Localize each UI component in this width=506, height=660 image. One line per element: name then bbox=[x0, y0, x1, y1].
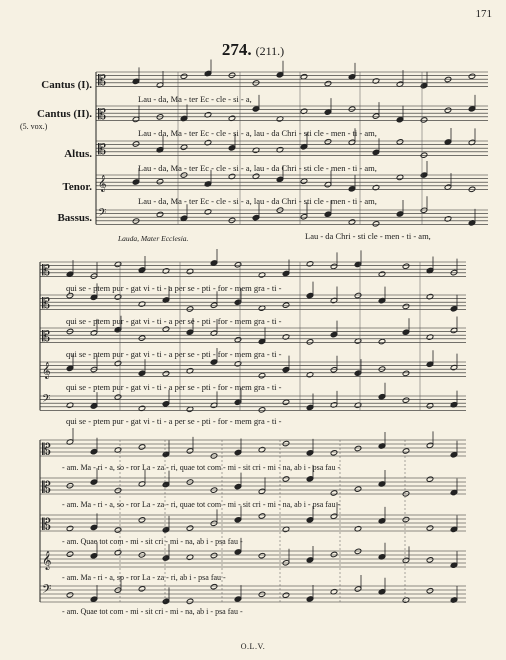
s3-v2-note bbox=[114, 487, 122, 493]
voice-sub-cantus-2: (5. vox.) bbox=[20, 122, 48, 131]
s2-v1-note bbox=[306, 261, 314, 267]
s2-v3-note bbox=[234, 337, 242, 343]
s3-v5-note bbox=[138, 586, 146, 592]
clef-s3-v5: 𝄢 bbox=[42, 582, 52, 599]
s3-v1-note bbox=[138, 444, 146, 450]
s1-v4-note bbox=[156, 178, 164, 184]
s2-v2-note bbox=[186, 306, 194, 312]
s3-v2-note bbox=[354, 486, 362, 492]
s1-v3-note bbox=[324, 139, 332, 145]
s3-v1-note bbox=[354, 445, 362, 451]
s2-v2-note bbox=[66, 292, 74, 298]
s2-v3-note bbox=[282, 334, 290, 340]
voice-label-bassus: Bassus. bbox=[57, 212, 92, 224]
clef-s3-v4: 𝄞 bbox=[42, 550, 52, 570]
s3-v1-note bbox=[282, 440, 290, 446]
clef-s3-v3: 𝄡 bbox=[42, 514, 51, 534]
clef-s1-v3: 𝄡 bbox=[98, 141, 107, 158]
s2-v3-note bbox=[138, 335, 146, 341]
lyric-s2-cantus-2: qui se - ptem pur - gat vi - ti - a per se - pti - for - mem gra - ti - bbox=[66, 316, 282, 326]
lyric-s3-bassus: - am. Quae tot com - mi - sit cri - mi - na, ab i - psa fau - bbox=[62, 607, 243, 616]
lyric-s3-tenor: - am. Ma - ri - a, so - ror La - za - ri, ab i - psa fau - bbox=[62, 573, 226, 582]
s3-v5-note bbox=[282, 592, 290, 598]
s3-v4-note bbox=[330, 551, 338, 557]
s1-v5-note bbox=[204, 209, 212, 215]
s3-v2-note bbox=[282, 476, 290, 482]
lyric-s1-cantus-2: Lau - da, Ma - ter Ec - cle - si - a, lau - da Chri - sti cle - men - ti - am, bbox=[138, 128, 377, 138]
s2-v3-note bbox=[306, 339, 314, 345]
s3-v3-note bbox=[66, 525, 74, 531]
s3-v5-note bbox=[258, 591, 266, 597]
s2-v2-note bbox=[282, 302, 290, 308]
s3-v3-note bbox=[402, 516, 410, 522]
s2-v1-note bbox=[234, 262, 242, 268]
s1-v2-note bbox=[348, 106, 356, 112]
s2-v5-note bbox=[258, 407, 266, 413]
s2-v5-note bbox=[426, 403, 434, 409]
clef-s1-v5: 𝄢 bbox=[98, 206, 107, 222]
s3-v2-note bbox=[330, 490, 338, 496]
lyric-s1-cantus-1: Lau - da, Ma - ter Ec - cle - si - a, bbox=[138, 94, 252, 104]
voice-label-tenor: Tenor. bbox=[62, 181, 92, 193]
s2-v2-note bbox=[354, 292, 362, 298]
s3-v3-note bbox=[426, 525, 434, 531]
s1-v4-note bbox=[372, 184, 380, 190]
s2-v3-note bbox=[378, 338, 386, 344]
s1-v3-note bbox=[396, 139, 404, 145]
s3-v4-note bbox=[426, 557, 434, 563]
s2-v5-note bbox=[114, 394, 122, 400]
clef-s2-v1: 𝄡 bbox=[42, 262, 51, 279]
lyric-s1-bassus: Lau - da Chri - sti cle - men - ti - am, bbox=[305, 231, 431, 241]
clef-s1-v1: 𝄡 bbox=[98, 72, 107, 89]
piece-subnumber: (211.) bbox=[255, 44, 285, 58]
s2-v1-note bbox=[402, 263, 410, 269]
s3-v3-note bbox=[258, 513, 266, 519]
s3-v5-note bbox=[186, 598, 194, 604]
s3-v1-note bbox=[330, 450, 338, 456]
lyric-s2-tenor: qui se - ptem pur - gat vi - ti - a per se - pti - for - mem gra - ti - bbox=[66, 382, 282, 392]
s3-v3-note bbox=[186, 525, 194, 531]
clef-s1-v2: 𝄡 bbox=[98, 106, 107, 123]
lyric-s3-altus: - am. Quae tot com - mi - sit cri - mi - na, ab i - psa fau - bbox=[62, 537, 243, 546]
lyric-s2-altus: qui se - ptem pur - gat vi - ti - a per se - pti - for - mem gra - ti - bbox=[66, 349, 282, 359]
clef-s2-v2: 𝄡 bbox=[42, 295, 51, 312]
s1-v3-note bbox=[132, 141, 140, 147]
clef-s2-v5: 𝄢 bbox=[42, 392, 51, 408]
footer-mark: O.L.V. bbox=[240, 642, 266, 651]
s3-v5-note bbox=[426, 588, 434, 594]
piece-number: 274. bbox=[221, 40, 252, 59]
s3-v3-note bbox=[138, 517, 146, 523]
s1-v4-note bbox=[300, 178, 308, 184]
clef-s2-v4: 𝄞 bbox=[42, 362, 51, 379]
s3-v3-note bbox=[114, 527, 122, 533]
lyric-s2-bassus: qui se - ptem pur - gat vi - ti - a per se - pti - for - mem gra - ti - bbox=[66, 416, 282, 426]
s2-v5-note bbox=[282, 399, 290, 405]
s2-v5-note bbox=[402, 397, 410, 403]
incipit-text: Lauda, Mater Ecclesia. bbox=[118, 234, 189, 243]
s3-v4-note bbox=[354, 548, 362, 554]
clef-s3-v2: 𝄡 bbox=[42, 477, 51, 497]
s2-v4-note bbox=[258, 372, 266, 378]
s1-v1-note bbox=[324, 80, 332, 86]
s1-v5-note bbox=[156, 211, 164, 217]
s1-v1-note bbox=[228, 72, 236, 78]
lyric-s1-tenor: Lau - da, Ma - ter Ec - cle - si - a, lau - da Chri - sti cle - men - ti - am, bbox=[138, 196, 377, 206]
voice-label-cantus-1: Cantus (I). bbox=[41, 79, 92, 91]
clef-s2-v3: 𝄡 bbox=[42, 328, 51, 345]
s1-v1-note bbox=[468, 73, 476, 79]
clef-s3-v1: 𝄡 bbox=[42, 439, 51, 459]
s1-v5-note bbox=[228, 217, 236, 223]
lyric-s3-cantus-1: - am. Ma - ri - a, so - ror La - za - ri, quae tot com - mi - sit cri - mi - na, ab i - psa fau - bbox=[62, 463, 341, 472]
s2-v4-note bbox=[234, 361, 242, 367]
s2-v2-note bbox=[402, 303, 410, 309]
clef-s1-v4: 𝄞 bbox=[98, 175, 107, 192]
lyric-s1-altus: Lau - da, Ma - ter Ec - cle - si - a, lau - da Chri - sti cle - men - ti - am, bbox=[138, 163, 377, 173]
s1-v2-note bbox=[444, 107, 452, 113]
s2-v4-note bbox=[306, 372, 314, 378]
voice-label-cantus-2: Cantus (II). bbox=[36, 108, 92, 120]
lyric-s2-cantus-1: qui se - ptem pur - gat vi - ti - a per se - pti - for - mem gra - ti - bbox=[66, 283, 282, 293]
s3-v4-note bbox=[258, 552, 266, 558]
s3-v2-note bbox=[66, 483, 74, 489]
s3-v2-note bbox=[426, 476, 434, 482]
s1-v5-note bbox=[372, 221, 380, 227]
s3-v4-note bbox=[66, 551, 74, 557]
s3-v4-note bbox=[210, 552, 218, 558]
s2-v4-note bbox=[162, 370, 170, 376]
voice-label-altus: Altus. bbox=[64, 148, 92, 160]
s1-v1-note bbox=[180, 73, 188, 79]
s1-v3-note bbox=[180, 144, 188, 150]
lyric-s3-cantus-2: - am. Ma - ri - a, so - ror La - za - ri, quae tot com - mi - sit cri - mi - na, ab i - psa fau - bbox=[62, 500, 341, 509]
page-number: 171 bbox=[475, 8, 492, 20]
s3-v5-note bbox=[66, 592, 74, 598]
s2-v4-note bbox=[402, 370, 410, 376]
s2-v2-note bbox=[138, 301, 146, 307]
s1-v2-note bbox=[420, 117, 428, 123]
s3-v1-note bbox=[402, 448, 410, 454]
s1-v1-note bbox=[372, 78, 380, 84]
s3-v5-note bbox=[210, 584, 218, 590]
